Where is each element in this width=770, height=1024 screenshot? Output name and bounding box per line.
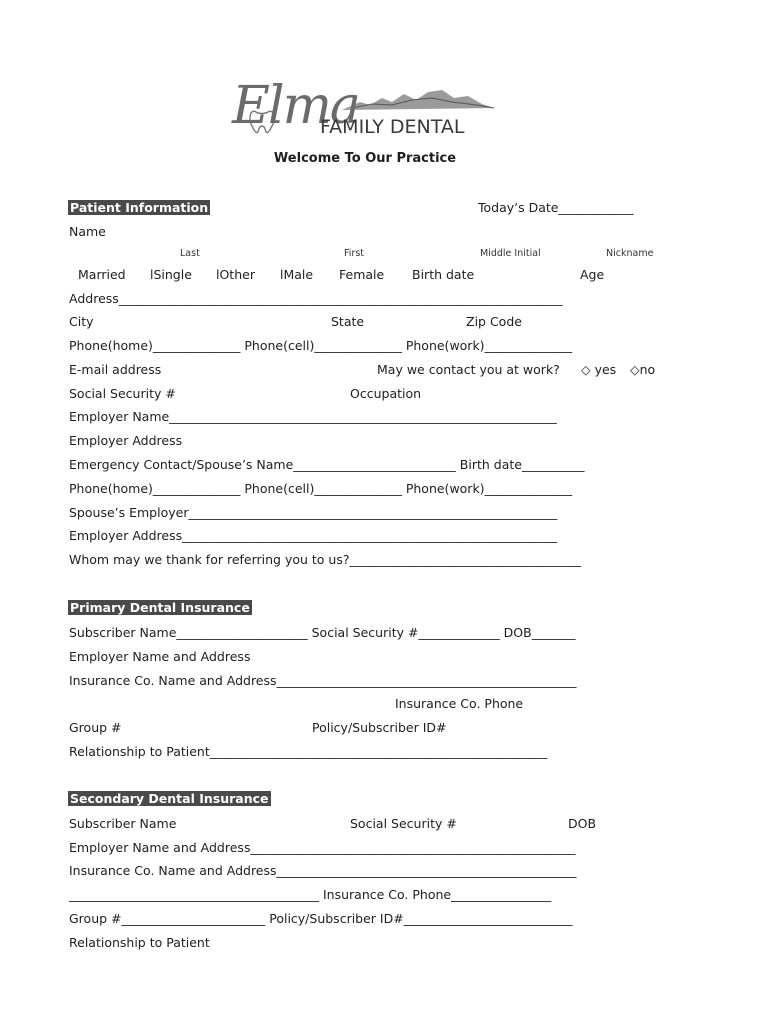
name-first-caption: First [344, 248, 364, 259]
referral-field[interactable]: Whom may we thank for referring you to us?_____________________________________ [69, 552, 581, 567]
secondary-insurance-co-field[interactable]: Insurance Co. Name and Address________________________________________________ [69, 863, 577, 878]
occupation-field[interactable]: Occupation [350, 386, 422, 401]
logo-script-text: Elma [232, 76, 359, 136]
primary-employer-field[interactable]: Employer Name and Address [69, 649, 251, 664]
spouse-employer-field[interactable]: Spouse’s Employer___________________________________________________________ [69, 505, 558, 520]
todays-date-field[interactable]: Today’s Date____________ [478, 200, 634, 215]
contact-yes-option[interactable]: ◇ yes [581, 362, 617, 377]
primary-policy-id-field[interactable]: Policy/Subscriber ID# [312, 720, 447, 735]
primary-group-field[interactable]: Group # [69, 720, 122, 735]
primary-subscriber-row[interactable]: Subscriber Name_____________________ Social Security #_____________ DOB_______ [69, 625, 576, 640]
birth-date-field[interactable]: Birth date [412, 267, 475, 282]
patient-information-header: Patient Information [70, 200, 209, 215]
secondary-insurance-phone-row[interactable]: ________________________________________ Insurance Co. Phone________________ [69, 887, 552, 902]
primary-insurance-co-field[interactable]: Insurance Co. Name and Address________________________________________________ [69, 673, 577, 688]
secondary-dob-field[interactable]: DOB [568, 816, 597, 831]
practice-logo [232, 78, 502, 146]
secondary-relationship-field[interactable]: Relationship to Patient [69, 935, 210, 950]
welcome-title: Welcome To Our Practice [273, 151, 457, 166]
contact-no-option[interactable]: ◇no [630, 362, 656, 377]
employer-name-field[interactable]: Employer Name______________________________________________________________ [69, 409, 557, 424]
state-field[interactable]: State [331, 314, 365, 329]
email-field[interactable]: E-mail address [69, 362, 162, 377]
name-last-caption: Last [180, 248, 200, 259]
marital-single-option[interactable]: lSingle [150, 267, 192, 282]
logo-brand-text: FAMILY DENTAL [320, 116, 465, 138]
contact-at-work-label: May we contact you at work? [377, 362, 560, 377]
marital-other-option[interactable]: lOther [216, 267, 255, 282]
name-middle-initial-caption: Middle Initial [480, 248, 541, 259]
name-nickname-caption: Nickname [606, 248, 654, 259]
gender-male-option[interactable]: lMale [280, 267, 314, 282]
social-security-field[interactable]: Social Security # [69, 386, 176, 401]
gender-female-option[interactable]: Female [339, 267, 385, 282]
primary-insurance-phone-field[interactable]: Insurance Co. Phone [395, 696, 524, 711]
patient-phone-row[interactable]: Phone(home)______________ Phone(cell)______________ Phone(work)______________ [69, 338, 573, 353]
name-label: Name [69, 224, 106, 239]
secondary-ssn-field[interactable]: Social Security # [350, 816, 457, 831]
secondary-insurance-header: Secondary Dental Insurance [70, 791, 269, 806]
secondary-group-policy-row[interactable]: Group #_______________________ Policy/Subscriber ID#___________________________ [69, 911, 573, 926]
employer-address-field[interactable]: Employer Address [69, 433, 183, 448]
spouse-employer-address-field[interactable]: Employer Address____________________________________________________________ [69, 528, 558, 543]
emergency-contact-row[interactable]: Emergency Contact/Spouse’s Name__________________________ Birth date__________ [69, 457, 585, 472]
primary-insurance-header: Primary Dental Insurance [70, 600, 250, 615]
secondary-subscriber-field[interactable]: Subscriber Name [69, 816, 177, 831]
age-field[interactable]: Age [580, 267, 605, 282]
address-field[interactable]: Address_______________________________________________________________________ [69, 291, 563, 306]
marital-married-option[interactable]: Married [78, 267, 126, 282]
primary-relationship-field[interactable]: Relationship to Patient______________________________________________________ [69, 744, 548, 759]
emergency-phone-row[interactable]: Phone(home)______________ Phone(cell)______________ Phone(work)______________ [69, 481, 573, 496]
zip-code-field[interactable]: Zip Code [466, 314, 522, 329]
secondary-employer-field[interactable]: Employer Name and Address____________________________________________________ [69, 840, 576, 855]
city-field[interactable]: City [69, 314, 94, 329]
